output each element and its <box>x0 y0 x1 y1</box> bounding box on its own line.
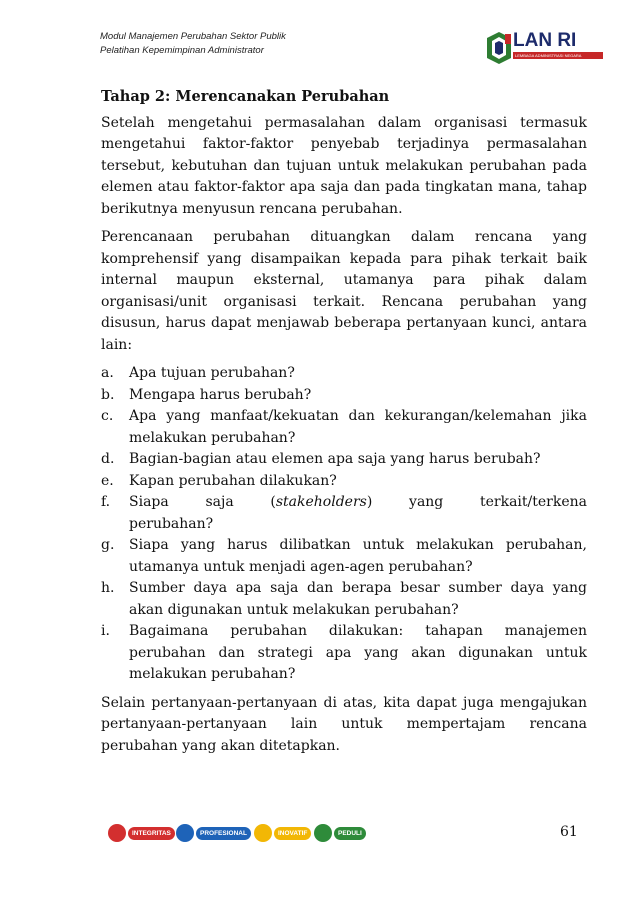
value-inovatif: INOVATIF <box>254 823 311 843</box>
list-item: i. Bagaimana perubahan dilakukan: tahapan manajemen perubahan dan strategi apa yang akan digunakan untuk melakukan perubahan? <box>101 623 587 682</box>
lan-ri-logo <box>485 28 600 68</box>
section-title: Tahap 2: Merencanakan Perubahan <box>101 88 390 105</box>
list-item: c. Apa yang manfaat/kekuatan dan kekurangan/kelemahan jika melakukan perubahan? <box>101 408 587 446</box>
training-title: Pelatihan Kepemimpinan Administrator <box>100 45 264 56</box>
page-content <box>101 86 587 764</box>
leaf-icon <box>314 824 332 842</box>
logo-wordmark: LAN RI <box>513 30 577 51</box>
paragraph-planning: Perencanaan perubahan dituangkan dalam rencana yang komprehensif yang disampaikan kepada para pihak terkait baik internal maupun eksternal, utamanya para pihak dalam organisasi/unit organisasi terkait. Rencana perubahan yang disusun, harus dapat menjawab beberapa pertanyaan kunci, antara lain: <box>101 229 587 353</box>
core-values-banner <box>108 820 370 846</box>
integritas-icon <box>108 824 126 842</box>
module-title: Modul Manajemen Perubahan Sektor Publik <box>100 31 286 42</box>
paragraph-intro: Setelah mengetahui permasalahan dalam organisasi termasuk mengetahui faktor-faktor penyebab terjadinya permasalahan tersebut, kebutuhan dan tujuan untuk melakukan perubahan pada elemen atau faktor-faktor apa saja dan pada tingkatan mana, tahap berikutnya menyusun rencana perubahan. <box>101 114 587 217</box>
profesional-icon <box>176 824 194 842</box>
lightbulb-icon <box>254 824 272 842</box>
list-item: b. Mengapa harus berubah? <box>101 386 312 403</box>
stakeholders-term: stakeholders <box>275 494 367 510</box>
logo-subtext: LEMBAGA ADMINISTRASI NEGARA <box>513 52 603 59</box>
list-item: a. Apa tujuan perubahan? <box>101 365 295 381</box>
paragraph-closing: Selain pertanyaan-pertanyaan di atas, kita dapat juga mengajukan pertanyaan-pertanyaan lain untuk mempertajam rencana perubahan yang akan ditetapkan. <box>101 694 587 754</box>
list-item: h. Sumber daya apa saja dan berapa besar sumber daya yang akan digunakan untuk melakukan perubahan? <box>101 580 587 618</box>
list-item: e. Kapan perubahan dilakukan? <box>101 472 337 489</box>
list-item: d. Bagian-bagian atau elemen apa saja yang harus berubah? <box>101 451 541 467</box>
value-peduli: PEDULI <box>314 823 366 843</box>
key-questions-list <box>101 363 587 686</box>
list-item: g. Siapa yang harus dilibatkan untuk melakukan perubahan, utamanya untuk menjadi agen-agen perubahan? <box>101 537 587 575</box>
page-number: 61 <box>560 824 578 840</box>
value-profesional: PROFESIONAL <box>176 823 251 843</box>
list-item: f. Siapa saja (stakeholders) yang terkait/terkena perubahan? <box>101 494 587 532</box>
lan-ri-emblem-icon <box>485 30 513 66</box>
value-integritas: INTEGRITAS <box>108 823 175 843</box>
running-header <box>100 30 286 58</box>
